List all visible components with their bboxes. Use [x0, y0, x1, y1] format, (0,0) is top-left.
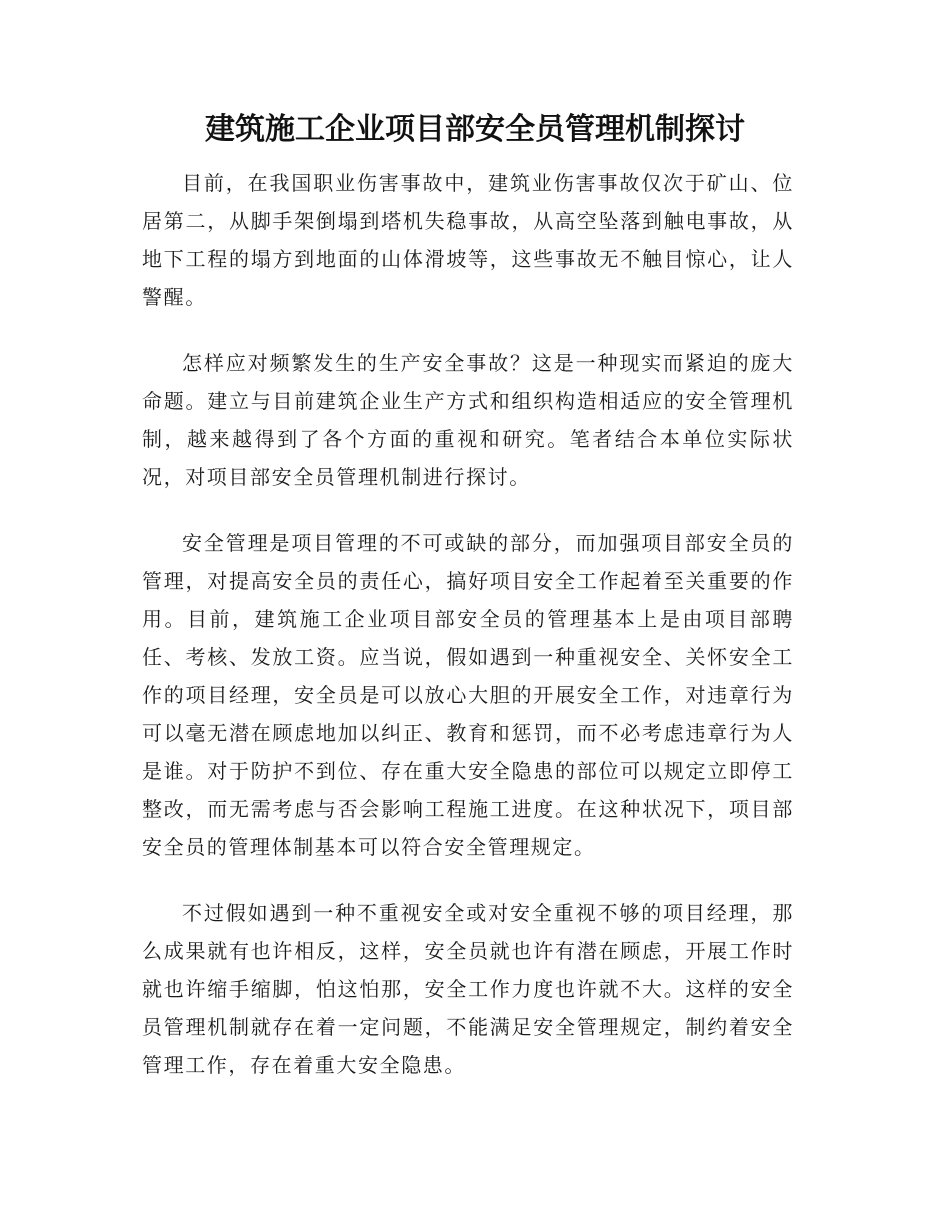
document-body	[142, 164, 794, 1112]
paragraph-4: 不过假如遇到一种不重视安全或对安全重视不够的项目经理，那么成果就有也许相反，这样，安全员就也许有潜在顾虑，开展工作时就也许缩手缩脚，怕这怕那，安全工作力度也许就不大。这样的安全员管理机制就存在着一定问题，不能满足安全管理规定，制约着安全管理工作，存在着重大安全隐患。	[142, 901, 794, 1077]
paragraph-1: 目前，在我国职业伤害事故中，建筑业伤害事故仅次于矿山、位居第二，从脚手架倒塌到塔机失稳事故，从高空坠落到触电事故，从地下工程的塌方到地面的山体滑坡等，这些事故无不触目惊心，让人警醒。	[142, 171, 794, 309]
paragraph-3: 安全管理是项目管理的不可或缺的部分，而加强项目部安全员的管理，对提高安全员的责任心，搞好项目安全工作起着至关重要的作用。目前，建筑施工企业项目部安全员的管理基本上是由项目部聘任、考核、发放工资。应当说，假如遇到一种重视安全、关怀安全工作的项目经理，安全员是可以放心大胆的开展安全工作，对违章行为可以毫无潜在顾虑地加以纠正、教育和惩罚，而不必考虑违章行为人是谁。对于防护不到位、存在重大安全隐患的部位可以规定立即停工整改，而无需考虑与否会影响工程施工进度。在这种状况下，项目部安全员的管理体制基本可以符合安全管理规定。	[142, 531, 794, 859]
document-title: 建筑施工企业项目部安全员管理机制探讨	[205, 112, 745, 147]
paragraph-2: 怎样应对频繁发生的生产安全事故？这是一种现实而紧迫的庞大命题。建立与目前建筑企业生产方式和组织构造相适应的安全管理机制，越来越得到了各个方面的重视和研究。笔者结合本单位实际状况，对项目部安全员管理机制进行探讨。	[142, 351, 794, 489]
